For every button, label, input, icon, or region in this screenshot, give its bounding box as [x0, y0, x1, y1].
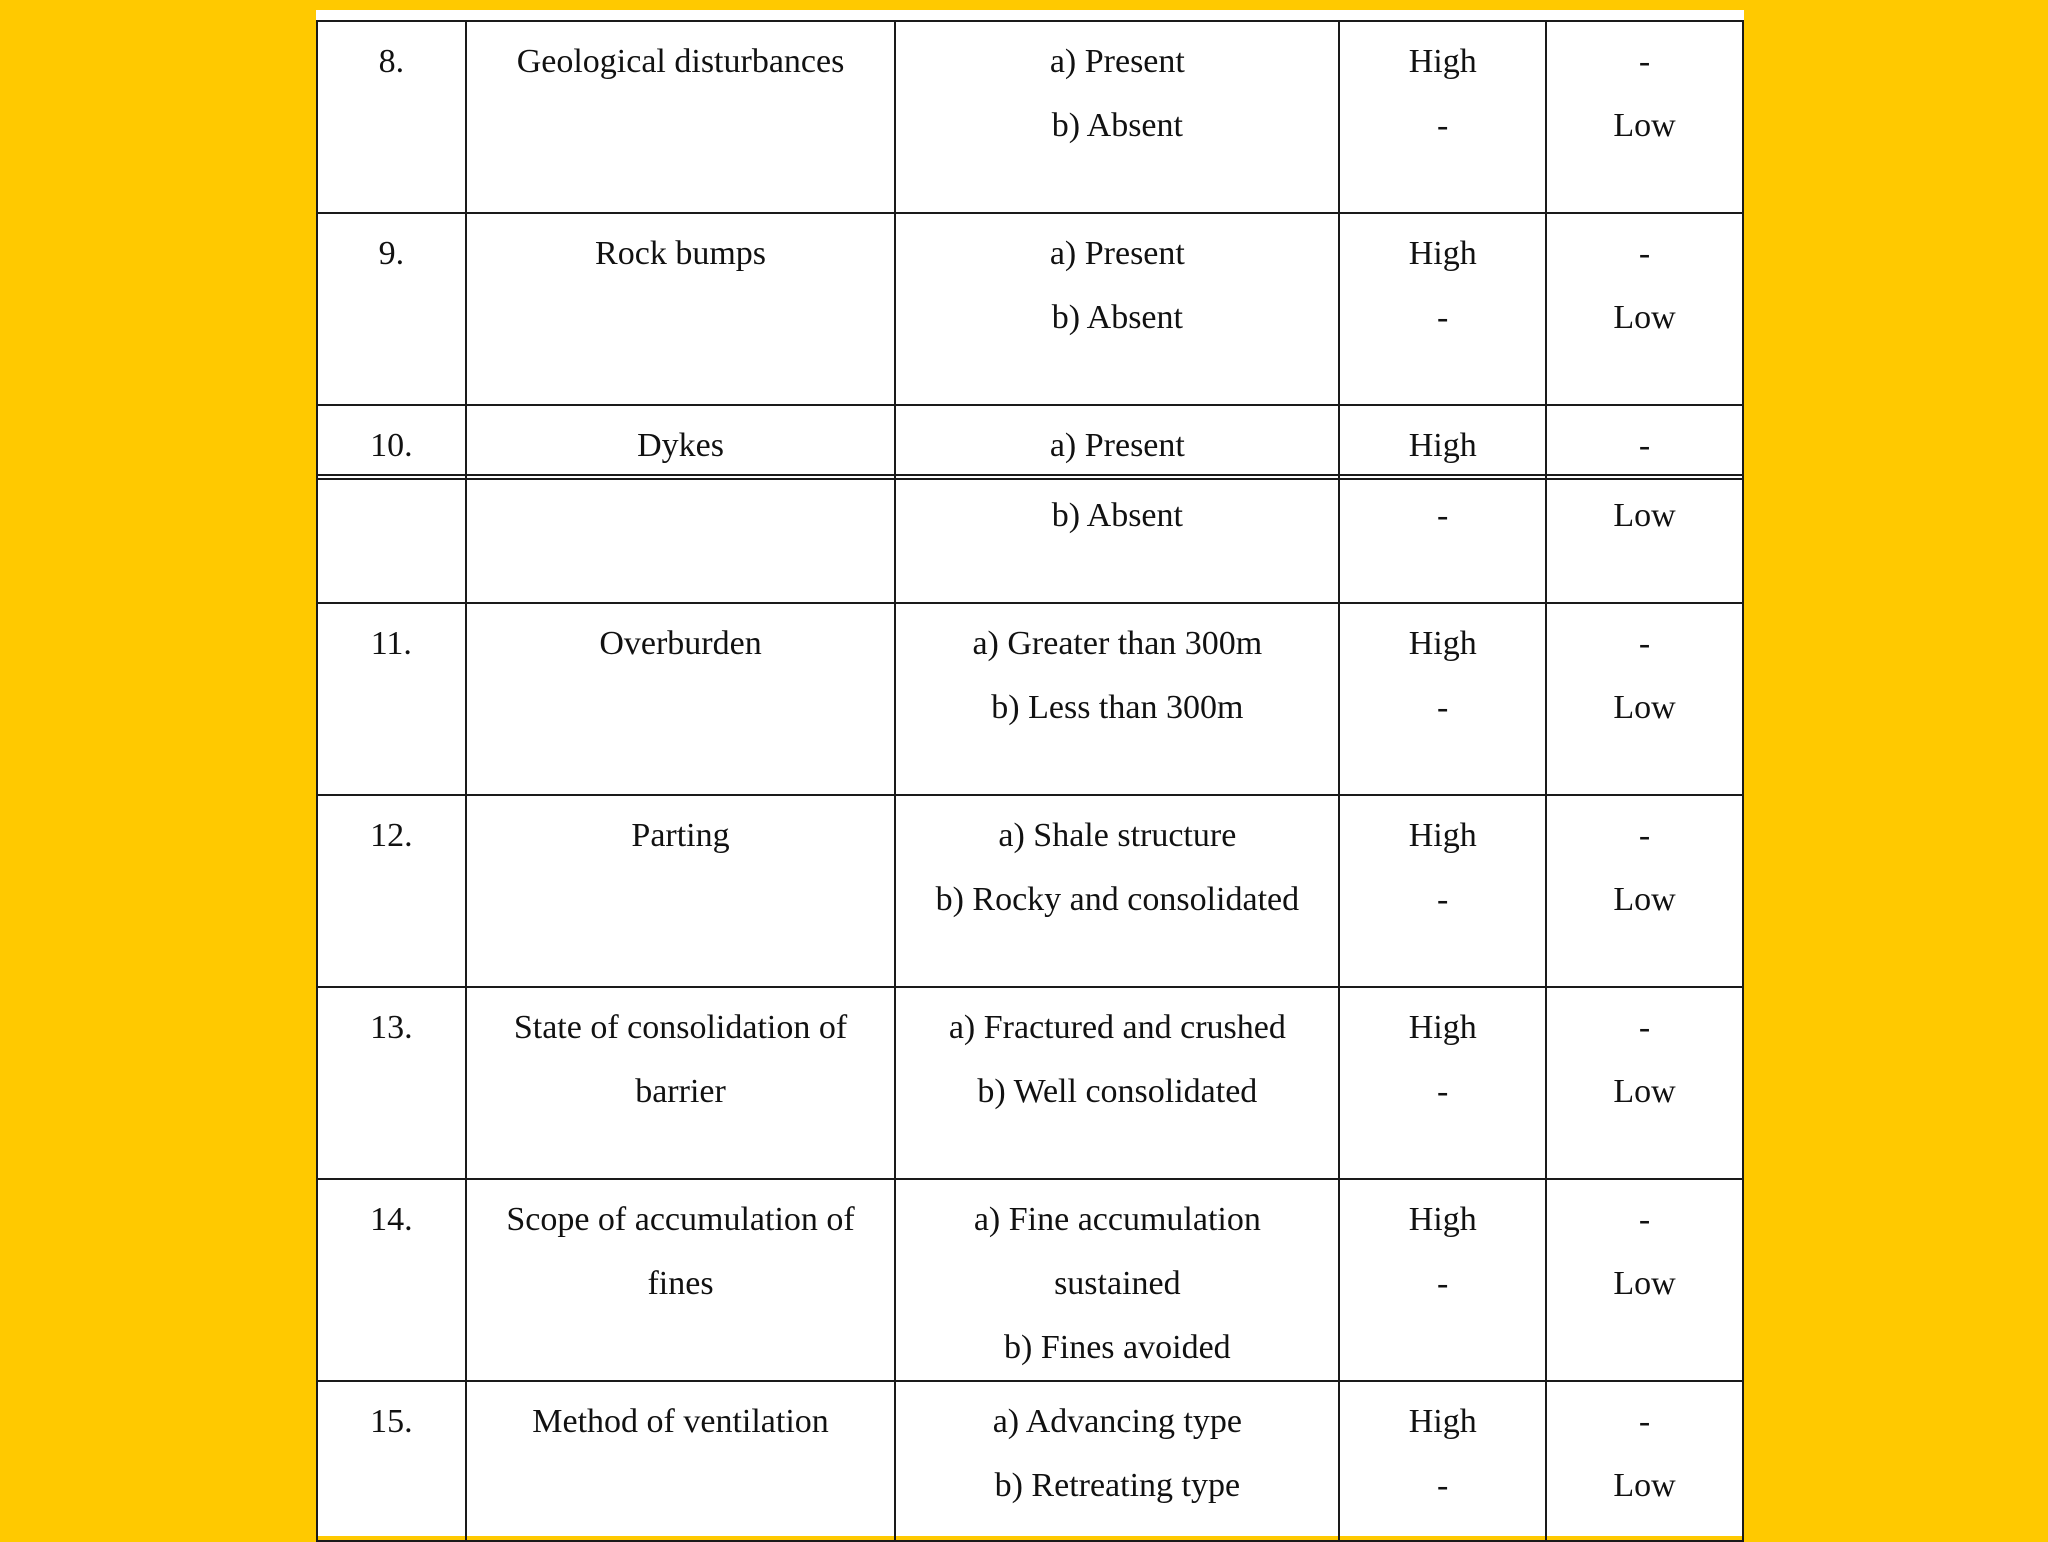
high-risk-text: - [1437, 497, 1449, 534]
low-risk-text: - [1638, 817, 1651, 854]
high-risk-text: High [1408, 817, 1477, 854]
high-risk-text: - [1437, 689, 1449, 726]
high-risk-text: - [1437, 881, 1449, 918]
row-number-cell [317, 475, 466, 603]
parameter-cell [466, 987, 896, 1179]
parameter-cell [466, 213, 896, 405]
row-number: 11. [370, 625, 412, 662]
table-row [317, 603, 1743, 795]
table-row [317, 475, 1743, 603]
low-risk-text: Low [1613, 497, 1676, 534]
high-risk-text: High [1408, 1009, 1477, 1046]
parameter-cell [466, 795, 896, 987]
high-risk-cell [1339, 1381, 1546, 1541]
condition-text: b) Absent [1051, 497, 1183, 534]
low-risk-text: Low [1613, 1467, 1676, 1504]
condition-cell [895, 1179, 1339, 1381]
parameter-cell [466, 1179, 896, 1381]
row-number: 9. [378, 235, 405, 272]
parameter-cell [466, 1381, 896, 1541]
low-risk-cell [1546, 213, 1743, 405]
table-row [317, 21, 1743, 213]
table-row [317, 405, 1743, 479]
high-risk-cell [1339, 603, 1546, 795]
low-risk-text: - [1638, 1009, 1651, 1046]
condition-text: b) Less than 300m [991, 689, 1244, 726]
condition-text: a) Present [1049, 43, 1185, 80]
condition-cell [895, 603, 1339, 795]
condition-text: a) Present [1049, 235, 1185, 272]
high-risk-text: - [1437, 299, 1449, 336]
low-risk-cell [1546, 987, 1743, 1179]
condition-text: b) Absent [1051, 299, 1183, 336]
high-risk-cell [1339, 1179, 1546, 1381]
low-risk-cell [1546, 405, 1743, 479]
condition-text: a) Fine accumulation [973, 1201, 1261, 1238]
condition-cell [895, 795, 1339, 987]
document-page [316, 10, 1744, 1536]
low-risk-cell [1546, 475, 1743, 603]
condition-text: b) Absent [1051, 107, 1183, 144]
high-risk-text: - [1437, 1467, 1449, 1504]
risk-table-part-1 [316, 20, 1744, 480]
low-risk-text: Low [1613, 299, 1676, 336]
high-risk-text: High [1408, 1403, 1477, 1440]
risk-table-part-2 [316, 474, 1744, 1542]
high-risk-text: - [1437, 107, 1449, 144]
row-number-cell [317, 21, 466, 213]
row-number: 15. [370, 1403, 413, 1440]
low-risk-text: - [1638, 427, 1651, 464]
low-risk-text: Low [1613, 881, 1676, 918]
row-number: 13. [370, 1009, 413, 1046]
condition-cell [895, 213, 1339, 405]
condition-text: b) Well consolidated [977, 1073, 1258, 1110]
parameter-cell [466, 405, 896, 479]
row-number: 12. [370, 817, 413, 854]
parameter-cell [466, 21, 896, 213]
low-risk-text: Low [1613, 689, 1676, 726]
low-risk-cell [1546, 795, 1743, 987]
parameter-text: State of consolidation of [513, 1009, 848, 1046]
condition-text: a) Present [1049, 427, 1185, 464]
parameter-text: fines [647, 1265, 714, 1302]
row-number: 14. [370, 1201, 413, 1238]
parameter-cell [466, 603, 896, 795]
high-risk-cell [1339, 405, 1546, 479]
parameter-text: Rock bumps [595, 235, 766, 272]
condition-text: a) Advancing type [992, 1403, 1242, 1440]
low-risk-text: - [1638, 235, 1651, 272]
table-row [317, 1179, 1743, 1381]
condition-text: a) Shale structure [998, 817, 1237, 854]
parameter-text: Dykes [637, 427, 724, 464]
low-risk-text: Low [1613, 107, 1676, 144]
high-risk-cell [1339, 987, 1546, 1179]
parameter-text: Geological disturbances [516, 43, 845, 80]
table-row [317, 1381, 1743, 1541]
parameter-text: Overburden [599, 625, 762, 662]
high-risk-text: High [1408, 235, 1477, 272]
condition-text: sustained [1054, 1265, 1181, 1302]
low-risk-cell [1546, 1381, 1743, 1541]
table-row [317, 213, 1743, 405]
high-risk-cell [1339, 21, 1546, 213]
condition-text: a) Greater than 300m [972, 625, 1263, 662]
high-risk-text: - [1437, 1265, 1449, 1302]
row-number: 10. [370, 427, 413, 464]
condition-text: a) Fractured and crushed [948, 1009, 1286, 1046]
row-number-cell [317, 987, 466, 1179]
row-number-cell [317, 795, 466, 987]
low-risk-text: - [1638, 1201, 1651, 1238]
high-risk-text: High [1408, 1201, 1477, 1238]
table-row [317, 987, 1743, 1179]
low-risk-cell [1546, 1179, 1743, 1381]
parameter-text: Scope of accumulation of [506, 1201, 855, 1238]
condition-cell [895, 475, 1339, 603]
low-risk-text: - [1638, 625, 1651, 662]
condition-text: b) Fines avoided [1004, 1329, 1231, 1366]
high-risk-cell [1339, 213, 1546, 405]
high-risk-cell [1339, 795, 1546, 987]
condition-cell [895, 1381, 1339, 1541]
low-risk-text: Low [1613, 1265, 1676, 1302]
high-risk-text: High [1408, 625, 1477, 662]
low-risk-text: - [1638, 43, 1651, 80]
high-risk-text: - [1437, 1073, 1449, 1110]
table-row [317, 795, 1743, 987]
low-risk-text: Low [1613, 1073, 1676, 1110]
high-risk-cell [1339, 475, 1546, 603]
parameter-text: Method of ventilation [532, 1403, 829, 1440]
condition-cell [895, 21, 1339, 213]
row-number: 8. [378, 43, 405, 80]
row-number-cell [317, 603, 466, 795]
low-risk-cell [1546, 603, 1743, 795]
high-risk-text: High [1408, 43, 1477, 80]
high-risk-text: High [1408, 427, 1477, 464]
low-risk-text: - [1638, 1403, 1651, 1440]
row-number-cell [317, 1179, 466, 1381]
condition-cell [895, 405, 1339, 479]
low-risk-cell [1546, 21, 1743, 213]
condition-text: b) Rocky and consolidated [935, 881, 1300, 918]
row-number-cell [317, 1381, 466, 1541]
parameter-text: Parting [631, 817, 730, 854]
condition-text: b) Retreating type [994, 1467, 1241, 1504]
parameter-cell [466, 475, 896, 603]
row-number-cell [317, 405, 466, 479]
condition-cell [895, 987, 1339, 1179]
row-number-cell [317, 213, 466, 405]
parameter-text: barrier [635, 1073, 726, 1110]
